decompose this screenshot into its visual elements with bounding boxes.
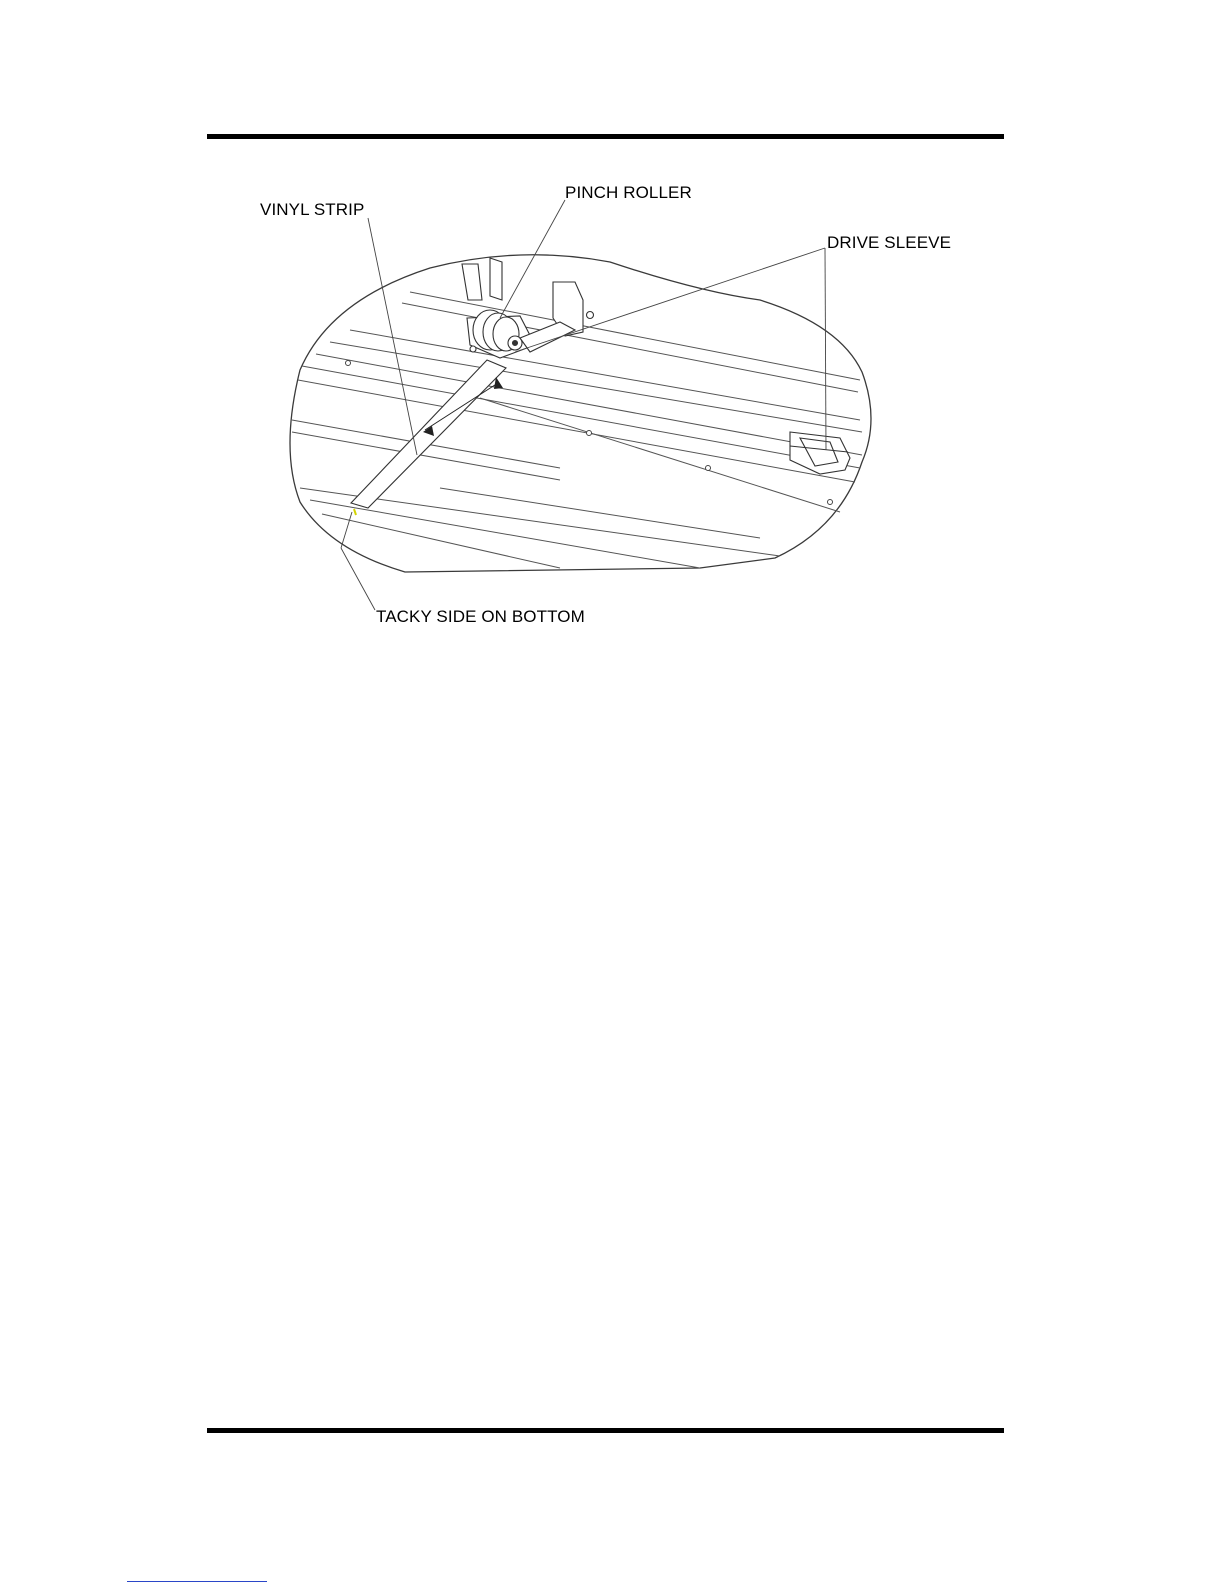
pinch-roller-assembly	[462, 258, 594, 358]
platen-edge	[322, 514, 560, 568]
drive-sleeve	[790, 432, 850, 474]
plotter-drawing	[0, 0, 1224, 700]
rail-line	[350, 330, 860, 420]
vinyl-strip-label: VINYL STRIP	[260, 200, 365, 219]
rail-hole	[706, 466, 711, 471]
platen-edge	[310, 500, 700, 568]
footer-link-underline[interactable]	[127, 1581, 267, 1582]
platen-edge	[316, 354, 862, 455]
pinch-roller-figure	[0, 0, 1224, 700]
rail-hole	[828, 500, 833, 505]
platen-edge	[480, 398, 840, 512]
vinyl-strip	[351, 360, 506, 515]
footer-rule	[207, 1428, 1004, 1433]
pinch-roller-label: PINCH ROLLER	[565, 183, 692, 202]
rail-hole	[346, 361, 351, 366]
rail-hole	[587, 431, 592, 436]
drive-sleeve-label: DRIVE SLEEVE	[827, 233, 952, 252]
platen-edge	[298, 380, 855, 482]
leader-lines	[341, 200, 826, 610]
tacky-side-label: TACKY SIDE ON BOTTOM	[376, 607, 585, 626]
